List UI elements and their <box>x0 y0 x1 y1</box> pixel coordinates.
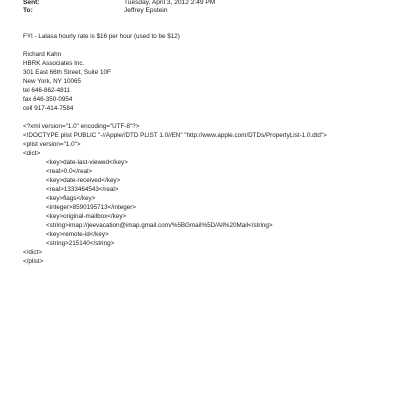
signature-cell: cell 917-414-7584 <box>23 105 74 112</box>
plist-dict-line: <key>date-received</key> <box>46 177 121 184</box>
plist-dict-line: <key>date-last-viewed</key> <box>46 159 128 166</box>
plist-dict-line: <integer>8590195713</integer> <box>46 204 136 211</box>
signature-tel: tel 646-862-4811 <box>23 87 71 94</box>
plist-dict-line: <key>remote-id</key> <box>46 231 109 238</box>
plist-xml-declaration: <?xml version="1.0" encoding="UTF-8"?> <box>23 123 140 130</box>
plist-dict-line: <real>1333464543</real> <box>46 186 119 193</box>
plist-dict-line: <string>215140</string> <box>46 240 115 247</box>
plist-dict-open: <dict> <box>23 150 41 157</box>
message-text: FYI - Lalasa hourly rate is $16 per hour (used to be $12) <box>23 33 180 40</box>
signature-street: 301 East 66th Street, Suite 10F <box>23 69 111 76</box>
signature-fax: fax 646-350-0954 <box>23 96 73 103</box>
to-row <box>23 8 393 17</box>
sent-label: Sent: <box>23 0 40 6</box>
signature-company: HBRK Associates Inc. <box>23 60 85 67</box>
to-label: To: <box>23 7 33 14</box>
plist-dict-close: </dict> <box>23 249 42 256</box>
plist-dict-line: <key>flags</key> <box>46 195 96 202</box>
plist-dict-line: <key>original-mailbox</key> <box>46 213 127 220</box>
signature-name: Richard Kahn <box>23 51 62 58</box>
plist-doctype: <!DOCTYPE plist PUBLIC "-//Apple//DTD PLIST 1.0//EN" "http://www.apple.com/DTDs/PropertyList-1.0.dtd"> <box>23 132 327 139</box>
signature-city: New York, NY 10065 <box>23 78 81 85</box>
plist-dict-line: <real>0.0</real> <box>46 168 93 175</box>
plist-close-tag: </plist> <box>23 258 44 265</box>
plist-dict-line: <string>imap://jeevacation@imap.gmail.com/%5BGmail%5D/All%20Mail</string> <box>46 222 273 229</box>
sent-value: Tuesday, April 3, 2012 2:49 PM <box>124 0 216 6</box>
plist-open-tag: <plist version="1.0"> <box>23 141 81 148</box>
to-value: Jeffrey Epstein <box>124 7 168 14</box>
